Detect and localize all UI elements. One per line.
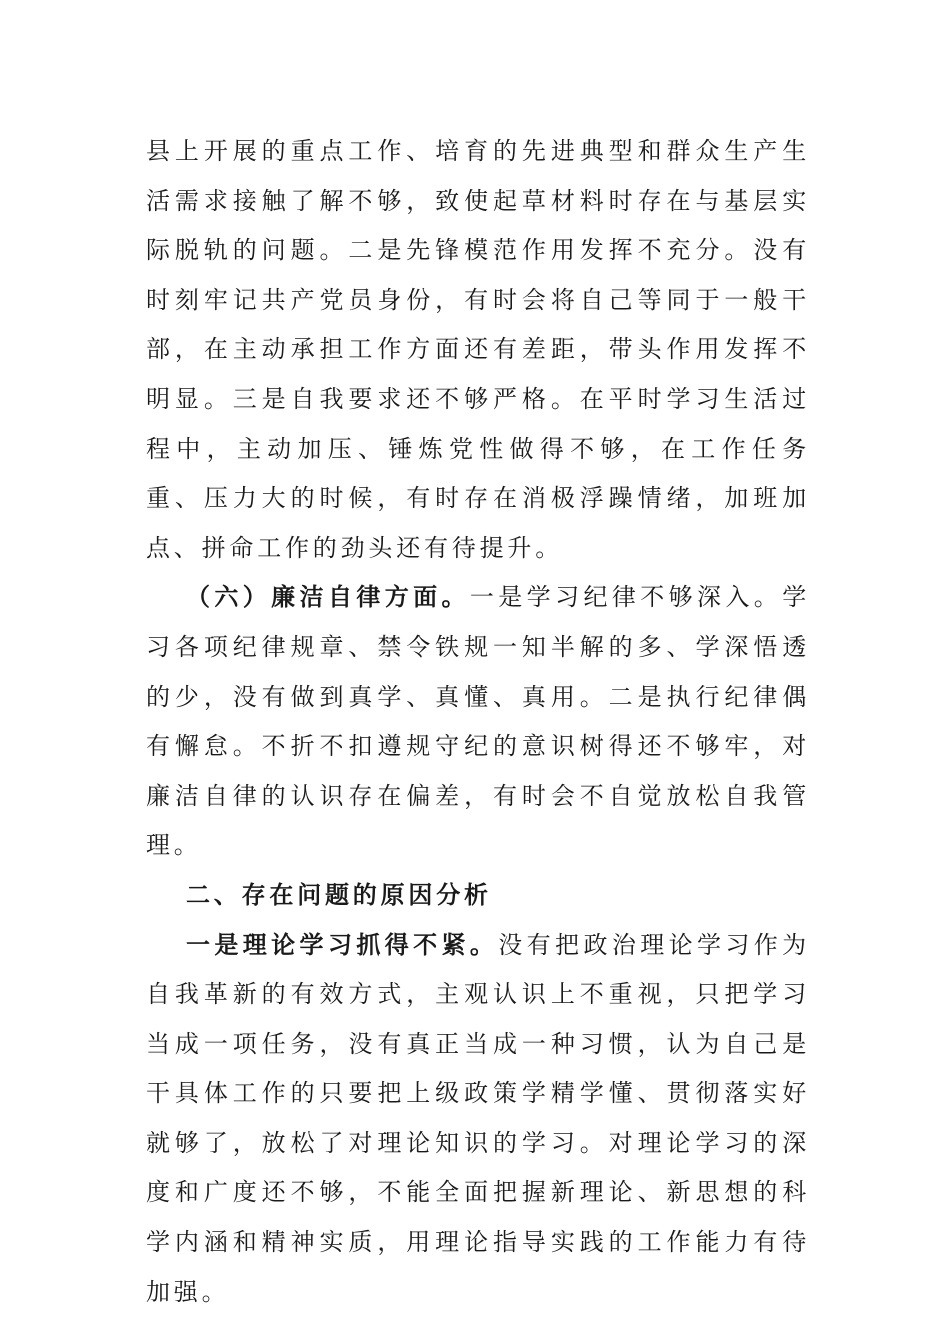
paragraph-continued: 县上开展的重点工作、培育的先进典型和群众生产生活需求接触了解不够，致使起草材料时存在与基层实际脱轨的问题。二是先锋模范作用发挥不充分。没有时刻牢记共产党员身份，有时会将自己等同于一般干部，在主动承担工作方面还有差距，带头作用发挥不明显。三是自我要求还不够严格。在平时学习生活过程中，主动加压、锤炼党性做得不够，在工作任务重、压力大的时候，有时存在消极浮躁情绪，加班加点、拼命工作的劲头还有待提升。 <box>146 137 810 562</box>
paragraph-theory <box>146 921 810 1318</box>
paragraph-theory-text: 没有把政治理论学习作为自我革新的有效方式，主观认识上不重视，只把学习当成一项任务，没有真正当成一种习惯，认为自己是干具体工作的只要把上级政策学精学懂、贯彻落实好就够了，放松了对理论知识的学习。对理论学习的深度和广度还不够，不能全面把握新理论、新思想的科学内涵和精神实质，用理论指导实践的工作能力有待加强。 <box>146 930 810 1306</box>
paragraph-theory-lead: 一是理论学习抓得不紧。 <box>186 930 499 959</box>
section-heading: 二、存在问题的原因分析 <box>186 880 492 909</box>
paragraph-integrity-text: 一是学习纪律不够深入。学习各项纪律规章、禁令铁规一知半解的多、学深悟透的少，没有做到真学、真懂、真用。二是执行纪律偶有懈怠。不折不扣遵规守纪的意识树得还不够牢，对廉洁自律的认识存在偏差，有时会不自觉放松自我管理。 <box>146 583 810 860</box>
paragraph-integrity-lead: （六）廉洁自律方面。 <box>186 583 470 612</box>
document-body <box>146 127 810 1317</box>
paragraph-integrity <box>146 573 810 871</box>
